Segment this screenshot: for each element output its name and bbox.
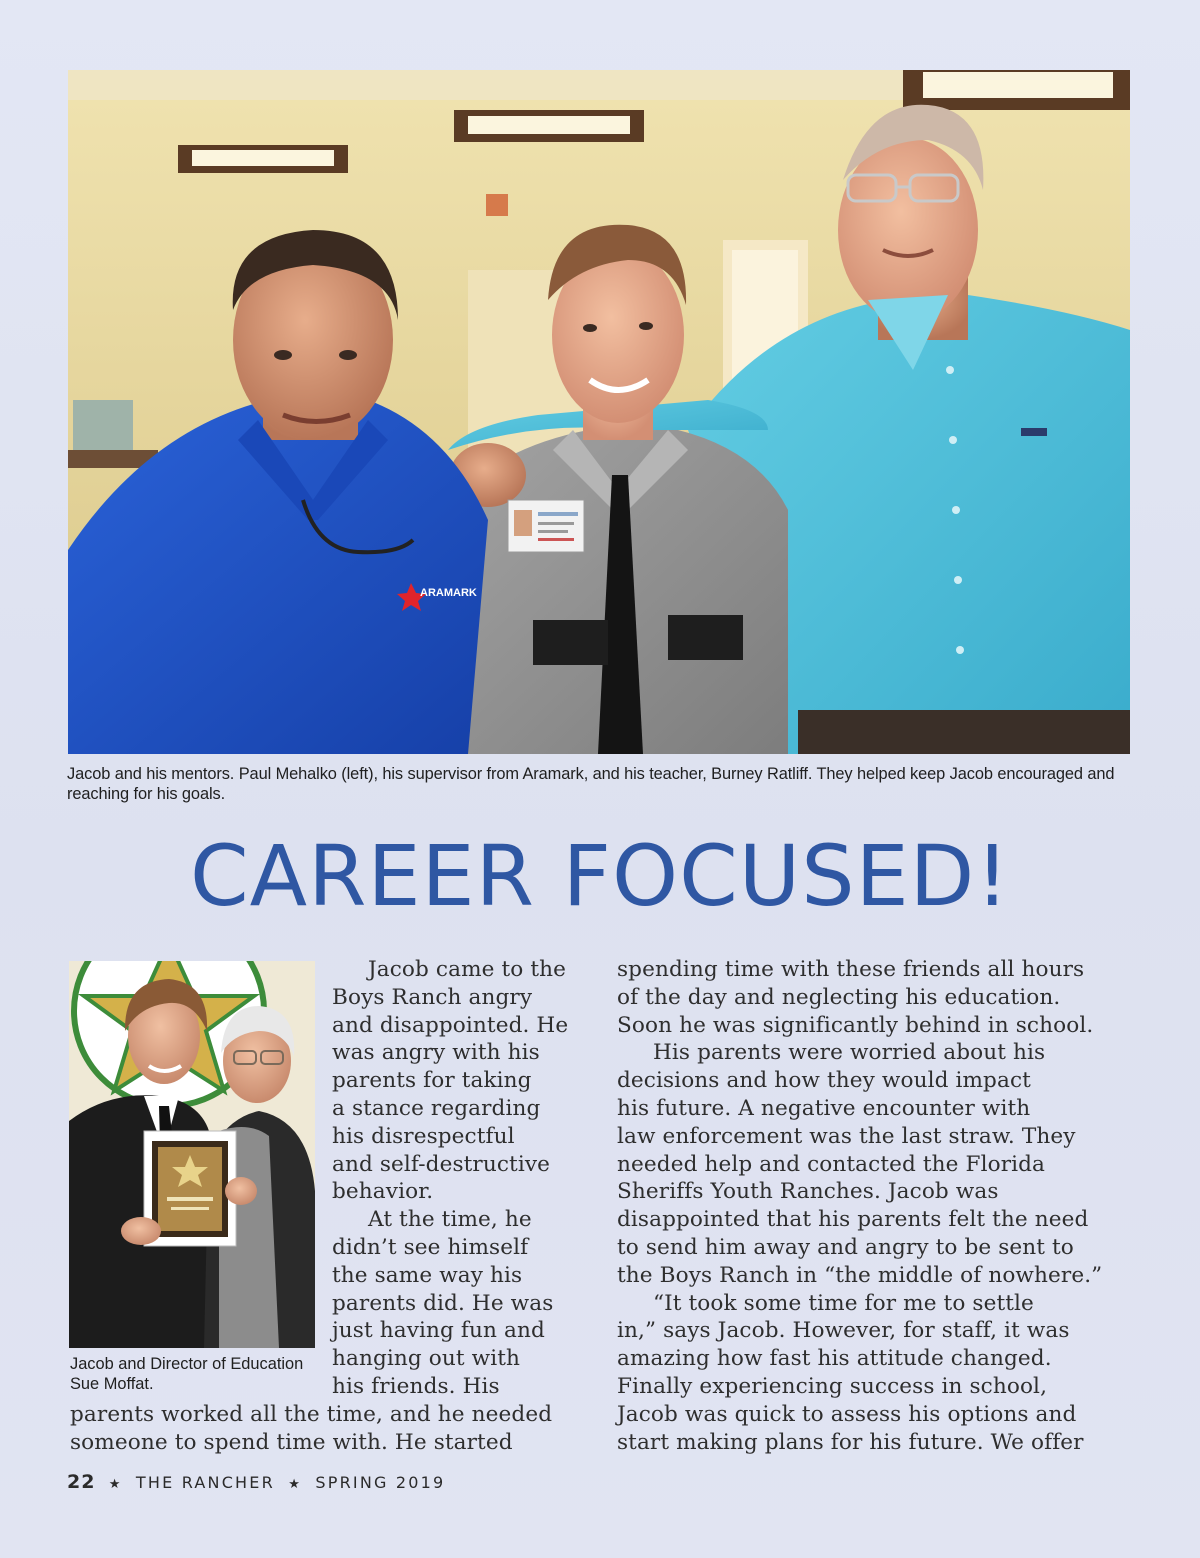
body-line: parents did. He was bbox=[332, 1290, 554, 1316]
shirt-logo-text: ARAMARK bbox=[420, 587, 477, 599]
inset-photo-caption bbox=[70, 1354, 320, 1394]
body-line: needed help and contacted the Florida bbox=[617, 1151, 1046, 1177]
article-column-left-wide bbox=[70, 1401, 552, 1457]
body-line: Jacob was quick to assess his options and bbox=[617, 1401, 1077, 1427]
main-photo-caption: Jacob and his mentors. Paul Mehalko (left), his supervisor from Aramark, and his teacher, Burney Ratliff. They helped keep Jacob encouraged and reaching for his goals. bbox=[67, 765, 1115, 803]
inset-photo bbox=[69, 961, 315, 1348]
inset-caption-line-2: Sue Moffat. bbox=[70, 1375, 154, 1393]
main-photo bbox=[68, 70, 1130, 754]
body-line: and disappointed. He bbox=[332, 1012, 569, 1038]
body-line: didn’t see himself bbox=[332, 1234, 529, 1260]
award-photo-illustration bbox=[69, 961, 315, 1348]
star-icon: ★ bbox=[108, 1477, 123, 1492]
body-line: a stance regarding bbox=[332, 1095, 541, 1121]
body-line: At the time, he bbox=[368, 1207, 532, 1233]
article-column-left-narrow bbox=[332, 956, 568, 1401]
body-line: amazing how fast his attitude changed. bbox=[617, 1346, 1052, 1372]
issue-label: SPRING 2019 bbox=[315, 1473, 446, 1492]
body-line: just having fun and bbox=[332, 1318, 545, 1344]
body-line: in,” says Jacob. However, for staff, it was bbox=[617, 1318, 1070, 1344]
body-line: his friends. His bbox=[332, 1373, 500, 1399]
body-line: “It took some time for me to settle bbox=[653, 1290, 1034, 1316]
body-line: His parents were worried about his bbox=[653, 1040, 1046, 1066]
page-number: 22 bbox=[67, 1471, 96, 1493]
body-line: his future. A negative encounter with bbox=[617, 1095, 1031, 1121]
body-line: parents worked all the time, and he needed bbox=[70, 1402, 553, 1427]
body-line: parents for taking bbox=[332, 1068, 532, 1094]
body-line: the Boys Ranch in “the middle of nowhere.” bbox=[617, 1262, 1103, 1288]
article-column-right bbox=[617, 956, 1102, 1456]
mentors-photo-illustration bbox=[68, 70, 1130, 754]
body-line: Boys Ranch angry bbox=[332, 984, 533, 1010]
body-line: spending time with these friends all hours bbox=[617, 957, 1085, 982]
body-line: law enforcement was the last straw. They bbox=[617, 1123, 1076, 1149]
inset-caption-line-1: Jacob and Director of Education bbox=[70, 1355, 304, 1373]
body-line: someone to spend time with. He started bbox=[70, 1429, 513, 1455]
body-line: decisions and how they would impact bbox=[617, 1068, 1031, 1094]
body-line: of the day and neglecting his education. bbox=[617, 984, 1061, 1010]
body-line: start making plans for his future. We offer bbox=[617, 1429, 1084, 1455]
article-headline: CAREER FOCUSED! bbox=[189, 827, 1010, 925]
body-line: and self-destructive bbox=[332, 1151, 551, 1177]
body-line: Finally experiencing success in school, bbox=[617, 1373, 1048, 1399]
body-line: his disrespectful bbox=[332, 1123, 515, 1149]
body-line: to send him away and angry to be sent to bbox=[617, 1234, 1074, 1260]
publication-name: THE RANCHER bbox=[135, 1473, 275, 1492]
body-line: the same way his bbox=[332, 1262, 523, 1288]
body-line: disappointed that his parents felt the need bbox=[617, 1207, 1089, 1233]
body-line: Jacob came to the bbox=[368, 957, 567, 982]
body-line: Sheriffs Youth Ranches. Jacob was bbox=[617, 1179, 999, 1205]
star-icon: ★ bbox=[288, 1477, 303, 1492]
body-line: Soon he was significantly behind in school. bbox=[617, 1012, 1094, 1038]
body-line: was angry with his bbox=[332, 1040, 540, 1066]
body-line: behavior. bbox=[332, 1179, 434, 1205]
page-footer bbox=[67, 1471, 445, 1493]
body-line: hanging out with bbox=[332, 1346, 521, 1372]
